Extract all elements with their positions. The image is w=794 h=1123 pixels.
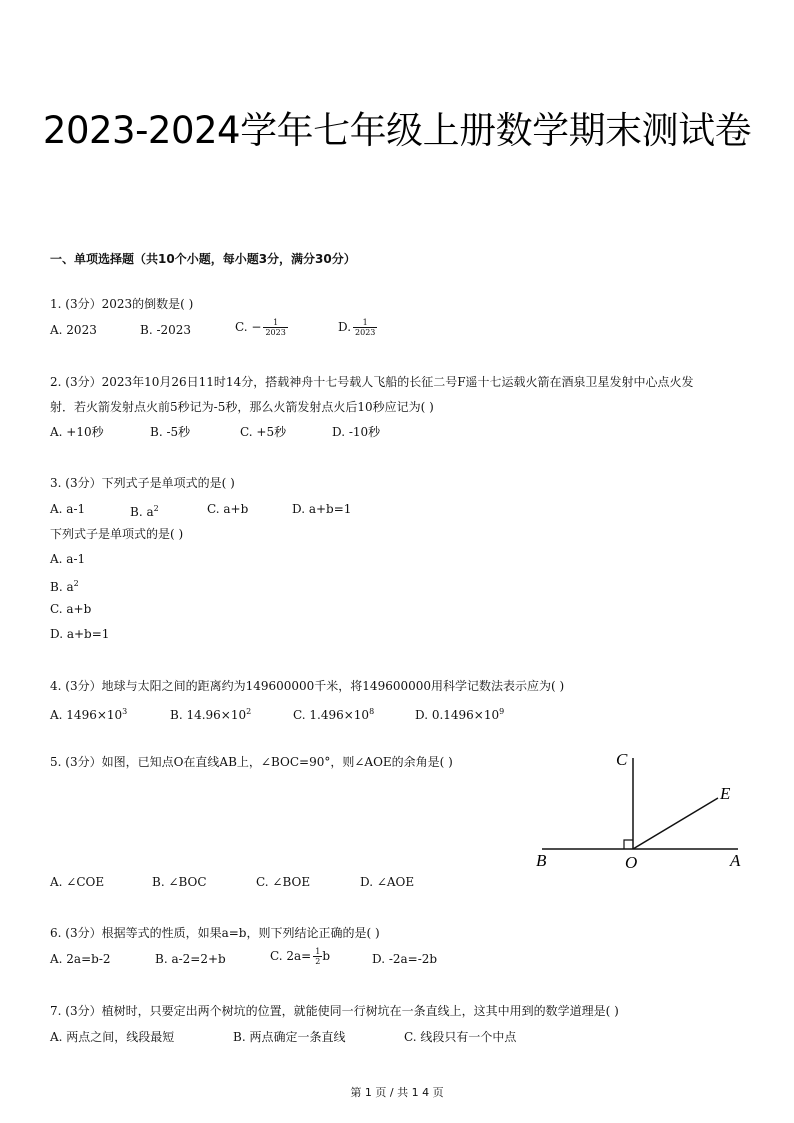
q7-option-a: A. 两点之间，线段最短 xyxy=(50,1030,175,1044)
label-a: A xyxy=(730,851,741,870)
q6-option-d: D. -2a=-2b xyxy=(372,952,438,966)
q6-option-c: C. 2a= $\frac{1}{2}$ b xyxy=(270,947,331,966)
geometry-figure xyxy=(530,740,760,880)
q1-option-d-fraction: $\frac{1}{2023}$ xyxy=(355,318,376,337)
q6-option-c-fraction: $\frac{1}{2}$ xyxy=(315,947,321,966)
q5-option-b: B. ∠BOC xyxy=(152,875,207,889)
q4-option-d: D. $0.1496\times 10^9$ xyxy=(415,707,505,722)
question-4-stem: 4. (3分）地球与太阳之间的距离约为149600000千米，将149600000用科学记数法表示应为( ) xyxy=(50,679,565,693)
q3-list-option-c: C. a+b xyxy=(50,602,92,616)
question-3-stem-repeat: 下列式子是单项式的是( ) xyxy=(50,527,184,541)
page-footer: 第 1 页 / 共 1 4 页 xyxy=(350,1086,444,1099)
q1-option-c-prefix: C. − xyxy=(235,320,262,334)
question-2-line1: 2. (3分）2023年10月26日11时14分，搭载神舟十七号载人飞船的长征二号F遥十七运载火箭在酒泉卫星发射中心点火发 xyxy=(50,375,694,389)
q3-option-d: D. a+b=1 xyxy=(292,502,352,516)
q3-list-option-d: D. a+b=1 xyxy=(50,627,110,641)
q3-option-b: B. $a^2$ xyxy=(130,504,159,519)
q2-option-d: D. -10秒 xyxy=(332,425,381,439)
label-o: O xyxy=(625,853,638,872)
q7-option-b: B. 两点确定一条直线 xyxy=(233,1030,346,1044)
label-b: B xyxy=(536,851,547,870)
q1-option-c-fraction: $\frac{1}{2023}$ xyxy=(265,318,286,337)
q3-option-a: A. a-1 xyxy=(50,502,86,516)
q1-option-d xyxy=(338,318,377,337)
q5-option-d: D. ∠AOE xyxy=(360,875,415,889)
question-5-stem: 5. (3分）如图，已知点O在直线AB上，∠BOC=90°，则∠AOE的余角是( ) xyxy=(50,755,453,769)
q4-option-b: B. $14.96\times 10^2$ xyxy=(170,707,252,722)
question-3-stem: 3. (3分）下列式子是单项式的是( ) xyxy=(50,476,235,490)
q7-option-c: C. 线段只有一个中点 xyxy=(404,1030,517,1044)
q6-option-a: A. 2a=b-2 xyxy=(50,952,111,966)
page-title: 2023-2024学年七年级上册数学期末测试卷 xyxy=(42,109,752,152)
q6-option-b: B. a-2=2+b xyxy=(155,952,226,966)
q3-list-option-a: A. a-1 xyxy=(50,552,86,566)
q3-option-c: C. a+b xyxy=(207,502,249,516)
q1-option-d-prefix: D. xyxy=(338,320,352,334)
label-e: E xyxy=(720,784,731,803)
right-angle-mark xyxy=(624,840,633,849)
section-heading: 一、单项选择题（共10个小题，每小题3分，满分30分） xyxy=(50,252,356,266)
question-6-stem: 6. (3分）根据等式的性质，如果a=b，则下列结论正确的是( ) xyxy=(50,926,380,940)
question-7-stem: 7. (3分）植树时，只要定出两个树坑的位置，就能使同一行树坑在一条直线上，这其中用到的数学道理是( ) xyxy=(50,1004,619,1018)
ray-oe xyxy=(633,798,718,849)
question-1-stem: 1. (3分）2023的倒数是( ) xyxy=(50,297,194,311)
question-2-line2: 射．若火箭发射点火前5秒记为-5秒，那么火箭发射点火后10秒应记为( ) xyxy=(50,400,434,414)
q4-option-c: C. $1.496\times 10^8$ xyxy=(293,707,375,722)
q3-list-option-b: B. $a^2$ xyxy=(50,579,79,594)
q2-option-a: A. +10秒 xyxy=(50,425,104,439)
q5-option-c: C. ∠BOE xyxy=(256,875,311,889)
q4-option-a: A. $1496\times 10^3$ xyxy=(50,707,128,722)
q5-option-a: A. ∠COE xyxy=(50,875,105,889)
q1-option-b: B. -2023 xyxy=(140,323,192,337)
q1-option-c xyxy=(235,318,288,337)
q2-option-b: B. -5秒 xyxy=(150,425,191,439)
q2-option-c: C. +5秒 xyxy=(240,425,287,439)
label-c: C xyxy=(616,750,628,769)
q1-option-a: A. 2023 xyxy=(50,323,97,337)
